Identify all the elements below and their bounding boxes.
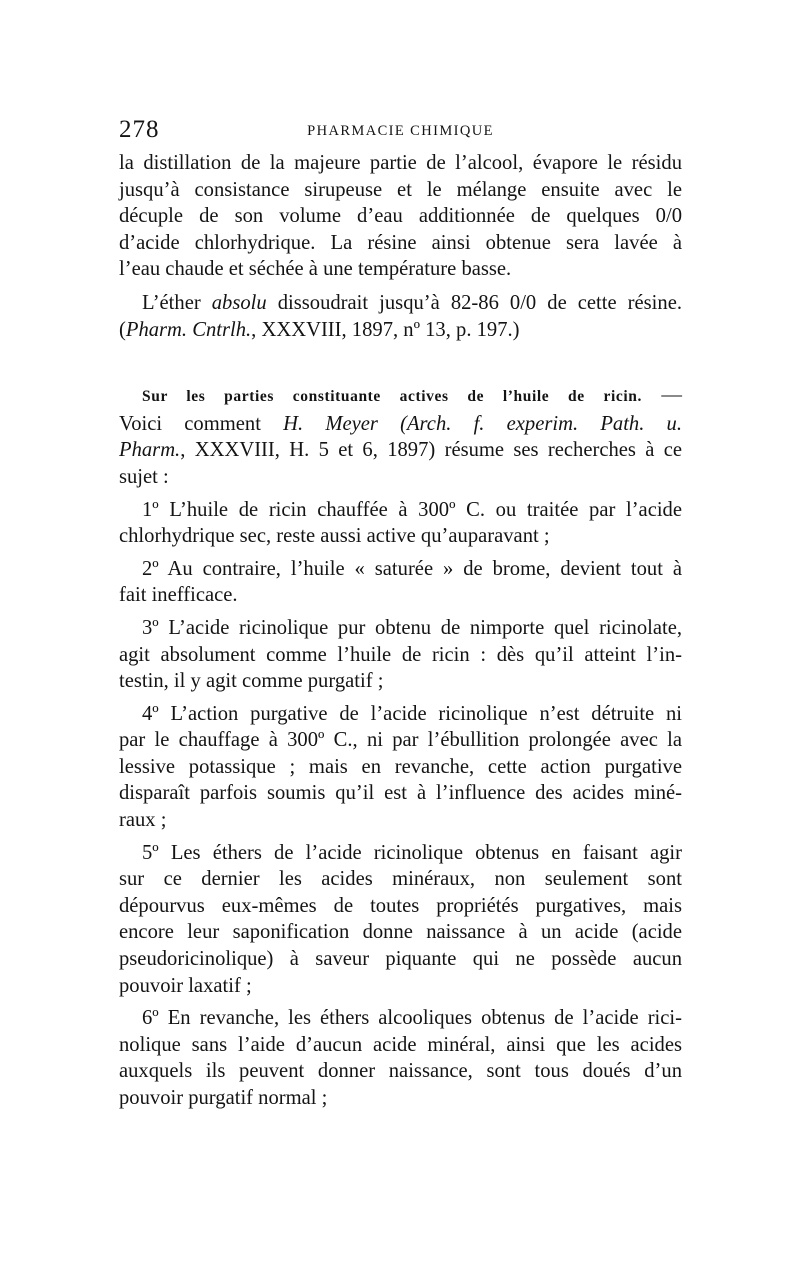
numbered-item-5	[119, 840, 682, 1000]
text-run: , XXXVIII, H. 5 et 6, 1897) résume ses recherches à ce	[180, 439, 682, 462]
section-heading-line	[119, 382, 682, 411]
text-line: lessive potassique ; mais en revanche, cette action purgative	[119, 755, 682, 778]
emphasis-run: absolu	[211, 291, 267, 314]
citation-run: H. Meyer (Arch. f. experim. Path. u.	[283, 412, 683, 435]
body-text	[119, 150, 682, 1112]
citation-line	[119, 317, 682, 344]
text-line	[119, 290, 682, 317]
text-line: la distillation de la majeure partie de l’alcool, évapore le résidu	[119, 152, 682, 174]
numbered-item-6	[119, 1005, 682, 1111]
running-head	[119, 116, 682, 144]
running-title: PHARMACIE CHIMIQUE	[307, 123, 494, 139]
text-run: L’éther	[142, 291, 212, 314]
text-run: , XXXVIII, 1897, nº 13, p. 197.)	[251, 318, 520, 341]
text-line: auxquels ils peuvent donner naissance, sont tous doués d’un	[119, 1060, 682, 1083]
numbered-item-1	[119, 497, 682, 550]
text-line: pouvoir purgatif normal ;	[119, 1087, 328, 1109]
text-line: chlorhydrique sec, reste aussi active qu’auparavant ;	[119, 525, 550, 548]
numbered-item-2	[119, 556, 682, 609]
page-number: 278	[119, 116, 160, 143]
text-line: sur ce dernier les acides minéraux, non seulement sont	[119, 868, 682, 891]
journal-title: Pharm. Cntrlh.	[125, 318, 252, 341]
text-line: testin, il y agit comme purgatif ;	[119, 670, 384, 693]
text-line: fait inefficace.	[119, 584, 238, 607]
text-line: encore leur saponification donne naissance à un acide (acide	[119, 921, 682, 944]
numbered-item-3	[119, 615, 682, 695]
text-line: 4º L’action purgative de l’acide ricinolique n’est détruite ni	[142, 702, 682, 725]
continued-paragraph	[119, 150, 682, 283]
citation-run: Pharm.	[119, 439, 181, 462]
text-run: Voici comment	[119, 412, 284, 435]
ether-paragraph	[119, 290, 682, 343]
text-line	[119, 437, 682, 464]
section-heading: Sur les parties constituante actives de l’huile de ricin.	[142, 388, 642, 406]
text-line: nolique sans l’aide d’aucun acide minéral, ainsi que les acides	[119, 1033, 682, 1056]
text-line: 1º L’huile de ricin chauffée à 300º C. ou traitée par l’acide	[142, 498, 682, 521]
text-line: raux ;	[119, 809, 167, 832]
text-line: dépourvus eux-mêmes de toutes propriétés purgatives, mais	[119, 894, 682, 917]
text-line: 5º Les éthers de l’acide ricinolique obtenus en faisant agir	[142, 841, 682, 864]
text-line: agit absolument comme l’huile de ricin : dès qu’il atteint l’in-	[119, 643, 682, 666]
text-line: décuple de son volume d’eau additionnée de quelques 0/0	[119, 205, 682, 228]
section-intro	[119, 382, 682, 490]
text-line: pseudoricinolique) à saveur piquante qui ne possède aucun	[119, 948, 682, 971]
text-line: 6º En revanche, les éthers alcooliques obtenus de l’acide rici-	[142, 1007, 682, 1030]
text-line: 3º L’acide ricinolique pur obtenu de nimporte quel ricinolate,	[142, 616, 682, 639]
text-line: pouvoir laxatif ;	[119, 974, 252, 997]
text-line: disparaît parfois soumis qu’il est à l’influence des acides miné-	[119, 782, 682, 805]
text-line: par le chauffage à 300º C., ni par l’ébullition prolongée avec la	[119, 729, 682, 752]
text-run: (	[119, 318, 126, 341]
text-line: 2º Au contraire, l’huile « saturée » de brome, devient tout à	[142, 557, 682, 580]
text-line	[119, 411, 682, 438]
text-line: d’acide chlorhydrique. La résine ainsi obtenue sera lavée à	[119, 231, 682, 254]
text-line: sujet :	[119, 465, 169, 488]
text-run: dissoudrait jusqu’à 82-86 0/0 de cette résine.	[266, 291, 682, 314]
text-line: jusqu’à consistance sirupeuse et le mélange ensuite avec le	[119, 178, 682, 201]
text-run: —	[641, 384, 682, 407]
numbered-item-4	[119, 701, 682, 834]
text-line: l’eau chaude et séchée à une température basse.	[119, 258, 512, 281]
